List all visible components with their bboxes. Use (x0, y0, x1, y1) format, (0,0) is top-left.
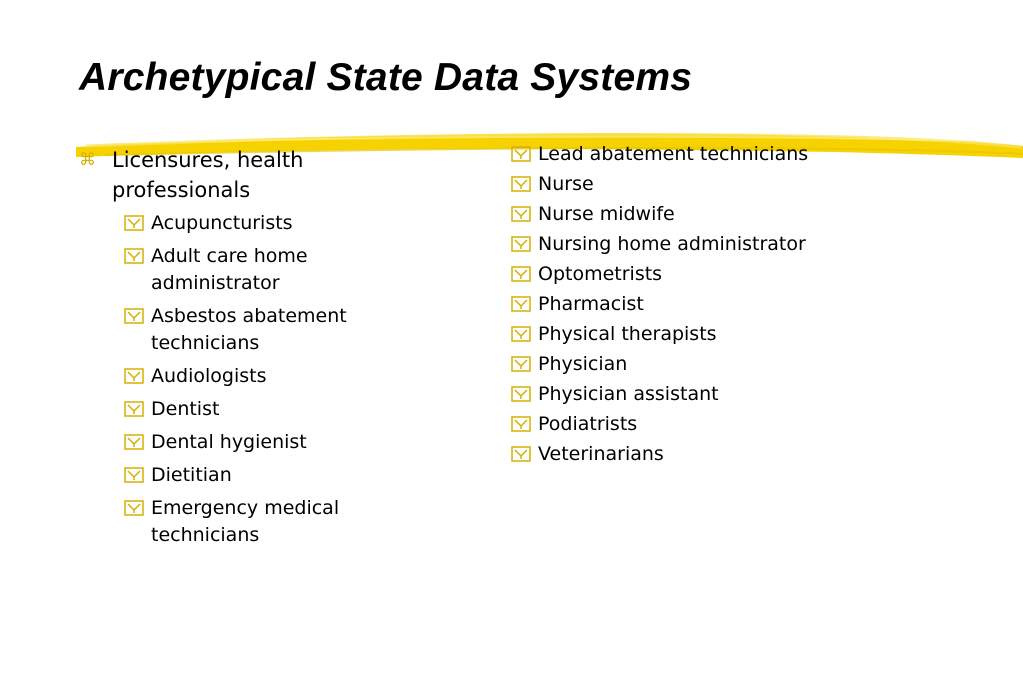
checkbox-y-icon (511, 296, 531, 312)
list-item-label: Acupuncturists (151, 212, 293, 234)
checkbox-y-icon (511, 416, 531, 432)
list-item-label: Lead abatement technicians (538, 143, 809, 165)
list-item-label: Veterinarians (538, 443, 664, 465)
checkbox-y-icon (511, 326, 531, 342)
list-item (511, 321, 931, 348)
list-item-label: Asbestos abatement technicians (151, 305, 347, 354)
checkbox-y-icon (124, 248, 144, 264)
list-item-label: Dentist (151, 398, 220, 420)
list-item (124, 210, 409, 237)
checkbox-y-icon (124, 401, 144, 417)
left-sub-list (124, 210, 409, 549)
list-item (124, 495, 409, 549)
checkbox-y-icon (511, 236, 531, 252)
checkbox-y-icon (124, 368, 144, 384)
left-column (79, 145, 409, 555)
list-item-label: Audiologists (151, 365, 267, 387)
checkbox-y-icon (511, 266, 531, 282)
list-item (511, 261, 931, 288)
checkbox-y-icon (124, 215, 144, 231)
list-item (124, 462, 409, 489)
list-item (124, 363, 409, 390)
main-item-label: Licensures, health professionals (112, 148, 304, 202)
checkbox-y-icon (124, 467, 144, 483)
list-item-label: Adult care home administrator (151, 245, 308, 294)
checkbox-y-icon (511, 206, 531, 222)
checkbox-y-icon (124, 500, 144, 516)
list-item (511, 411, 931, 438)
main-list-item (79, 145, 409, 205)
list-item-label: Physician assistant (538, 383, 719, 405)
checkbox-y-icon (511, 176, 531, 192)
list-item (511, 201, 931, 228)
checkbox-y-icon (511, 146, 531, 162)
list-item-label: Nurse midwife (538, 203, 675, 225)
list-item-label: Physical therapists (538, 323, 717, 345)
list-item (124, 429, 409, 456)
list-item-label: Dietitian (151, 464, 232, 486)
list-item (124, 243, 409, 297)
list-item-label: Physician (538, 353, 628, 375)
checkbox-y-icon (124, 308, 144, 324)
list-item-label: Pharmacist (538, 293, 644, 315)
list-item-label: Nursing home administrator (538, 233, 806, 255)
slide-title: Archetypical State Data Systems (79, 56, 693, 99)
checkbox-y-icon (511, 446, 531, 462)
list-item (511, 351, 931, 378)
checkbox-y-icon (511, 356, 531, 372)
list-item (511, 291, 931, 318)
list-item (511, 141, 931, 168)
list-item (124, 396, 409, 423)
list-item (124, 303, 409, 357)
list-item (511, 171, 931, 198)
list-item-label: Emergency medical technicians (151, 497, 340, 546)
list-item-label: Nurse (538, 173, 594, 195)
list-item (511, 441, 931, 468)
right-sub-list (511, 141, 931, 468)
right-column (511, 141, 931, 471)
list-item-label: Podiatrists (538, 413, 638, 435)
list-item-label: Optometrists (538, 263, 663, 285)
list-item (511, 381, 931, 408)
checkbox-y-icon (511, 386, 531, 402)
checkbox-y-icon (124, 434, 144, 450)
command-key-icon: ⌘ (79, 150, 96, 170)
list-item-label: Dental hygienist (151, 431, 307, 453)
list-item (511, 231, 931, 258)
